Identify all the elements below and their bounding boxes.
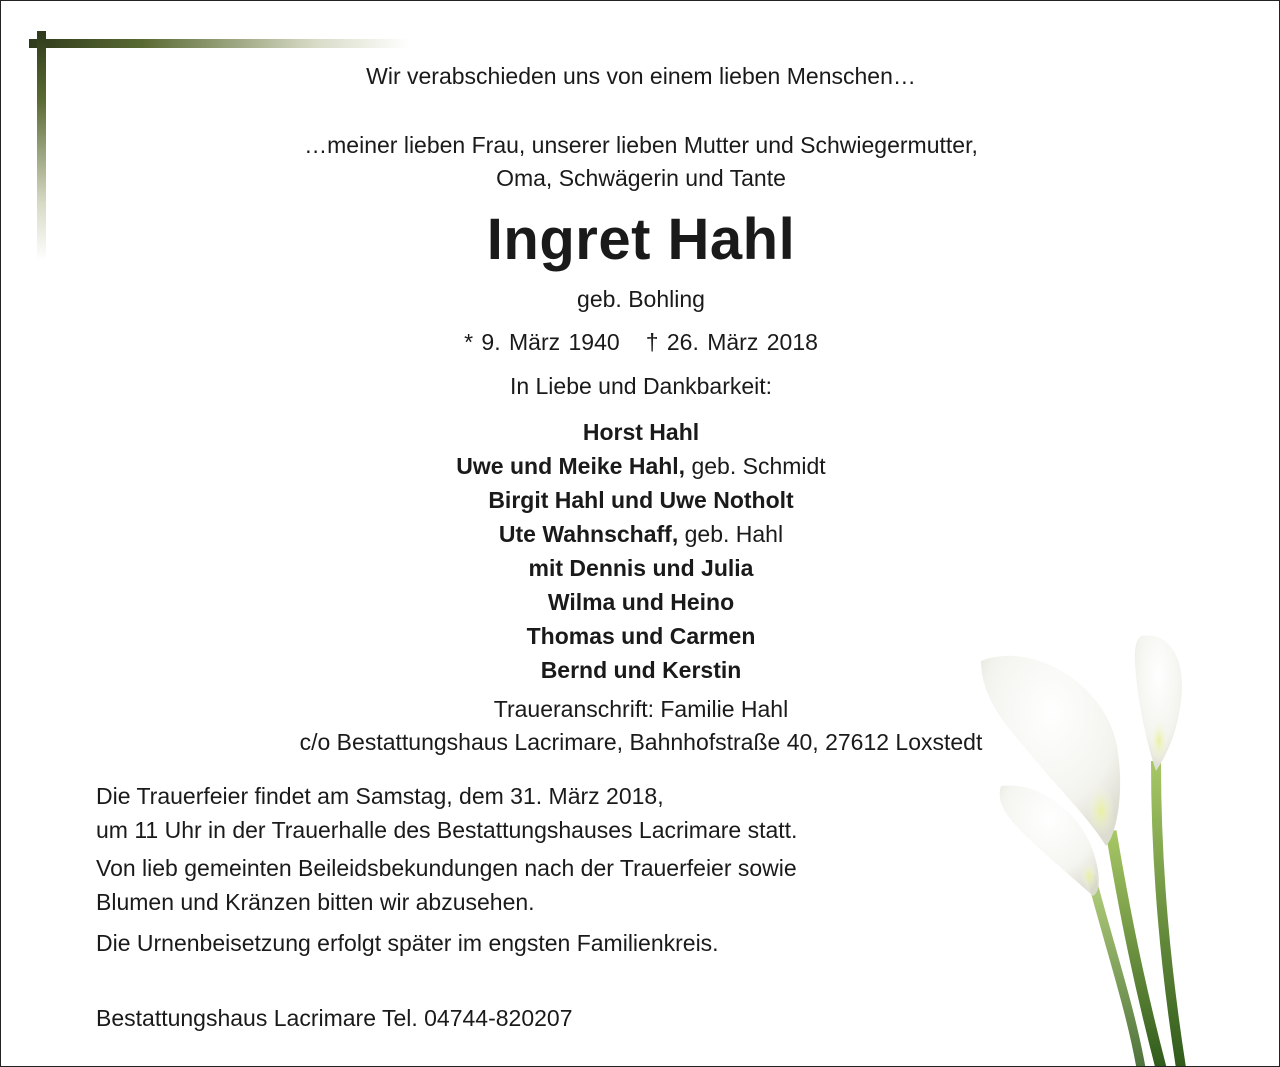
relation-text: …meiner lieben Frau, unserer lieben Mutter und Schwiegermutter, bbox=[304, 132, 978, 158]
mourner-line: Horst Hahl bbox=[582, 419, 700, 445]
funeral-note: Die Trauerfeier findet am Samstag, dem 31. März 2018, bbox=[96, 783, 664, 809]
mourner-line: Uwe und Meike Hahl, geb. Schmidt bbox=[456, 453, 826, 479]
mourning-address-2: c/o Bestattungshaus Lacrimare, Bahnhofstraße 40, 27612 Loxstedt bbox=[299, 729, 983, 755]
birth-name: geb. Bohling bbox=[577, 286, 705, 312]
burial-note: Die Urnenbeisetzung erfolgt später im engsten Familienkreis. bbox=[96, 930, 719, 956]
gratitude-text: In Liebe und Dankbarkeit: bbox=[509, 373, 773, 399]
condolence-note: Blumen und Kränzen bitten wir abzusehen. bbox=[96, 889, 535, 915]
mourner-line: Wilma und Heino bbox=[547, 589, 735, 615]
deceased-name: Ingret Hahl bbox=[486, 207, 796, 272]
intro-text: Wir verabschieden uns von einem lieben Menschen… bbox=[366, 63, 916, 89]
relation-text-2: Oma, Schwägerin und Tante bbox=[496, 165, 786, 191]
mourner-line: mit Dennis und Julia bbox=[528, 555, 754, 581]
mourner-line: Thomas und Carmen bbox=[526, 623, 756, 649]
birth-date: * 9. März 1940 bbox=[464, 329, 620, 355]
cross-icon bbox=[29, 39, 409, 48]
mourning-address: Traueranschrift: Familie Hahl bbox=[493, 696, 789, 722]
mourner-line: Bernd und Kerstin bbox=[540, 657, 742, 683]
calla-lily-icon bbox=[941, 621, 1280, 1067]
death-date: † 26. März 2018 bbox=[645, 329, 818, 355]
funeral-note: um 11 Uhr in der Trauerhalle des Bestattungshauses Lacrimare statt. bbox=[96, 817, 798, 843]
mourner-line: Ute Wahnschaff, geb. Hahl bbox=[498, 521, 784, 547]
mourner-line: Birgit Hahl und Uwe Notholt bbox=[488, 487, 794, 513]
funeral-home-contact: Bestattungshaus Lacrimare Tel. 04744-820207 bbox=[96, 1005, 573, 1031]
life-dates bbox=[1, 328, 1280, 356]
condolence-note: Von lieb gemeinten Beileidsbekundungen nach der Trauerfeier sowie bbox=[96, 855, 797, 881]
